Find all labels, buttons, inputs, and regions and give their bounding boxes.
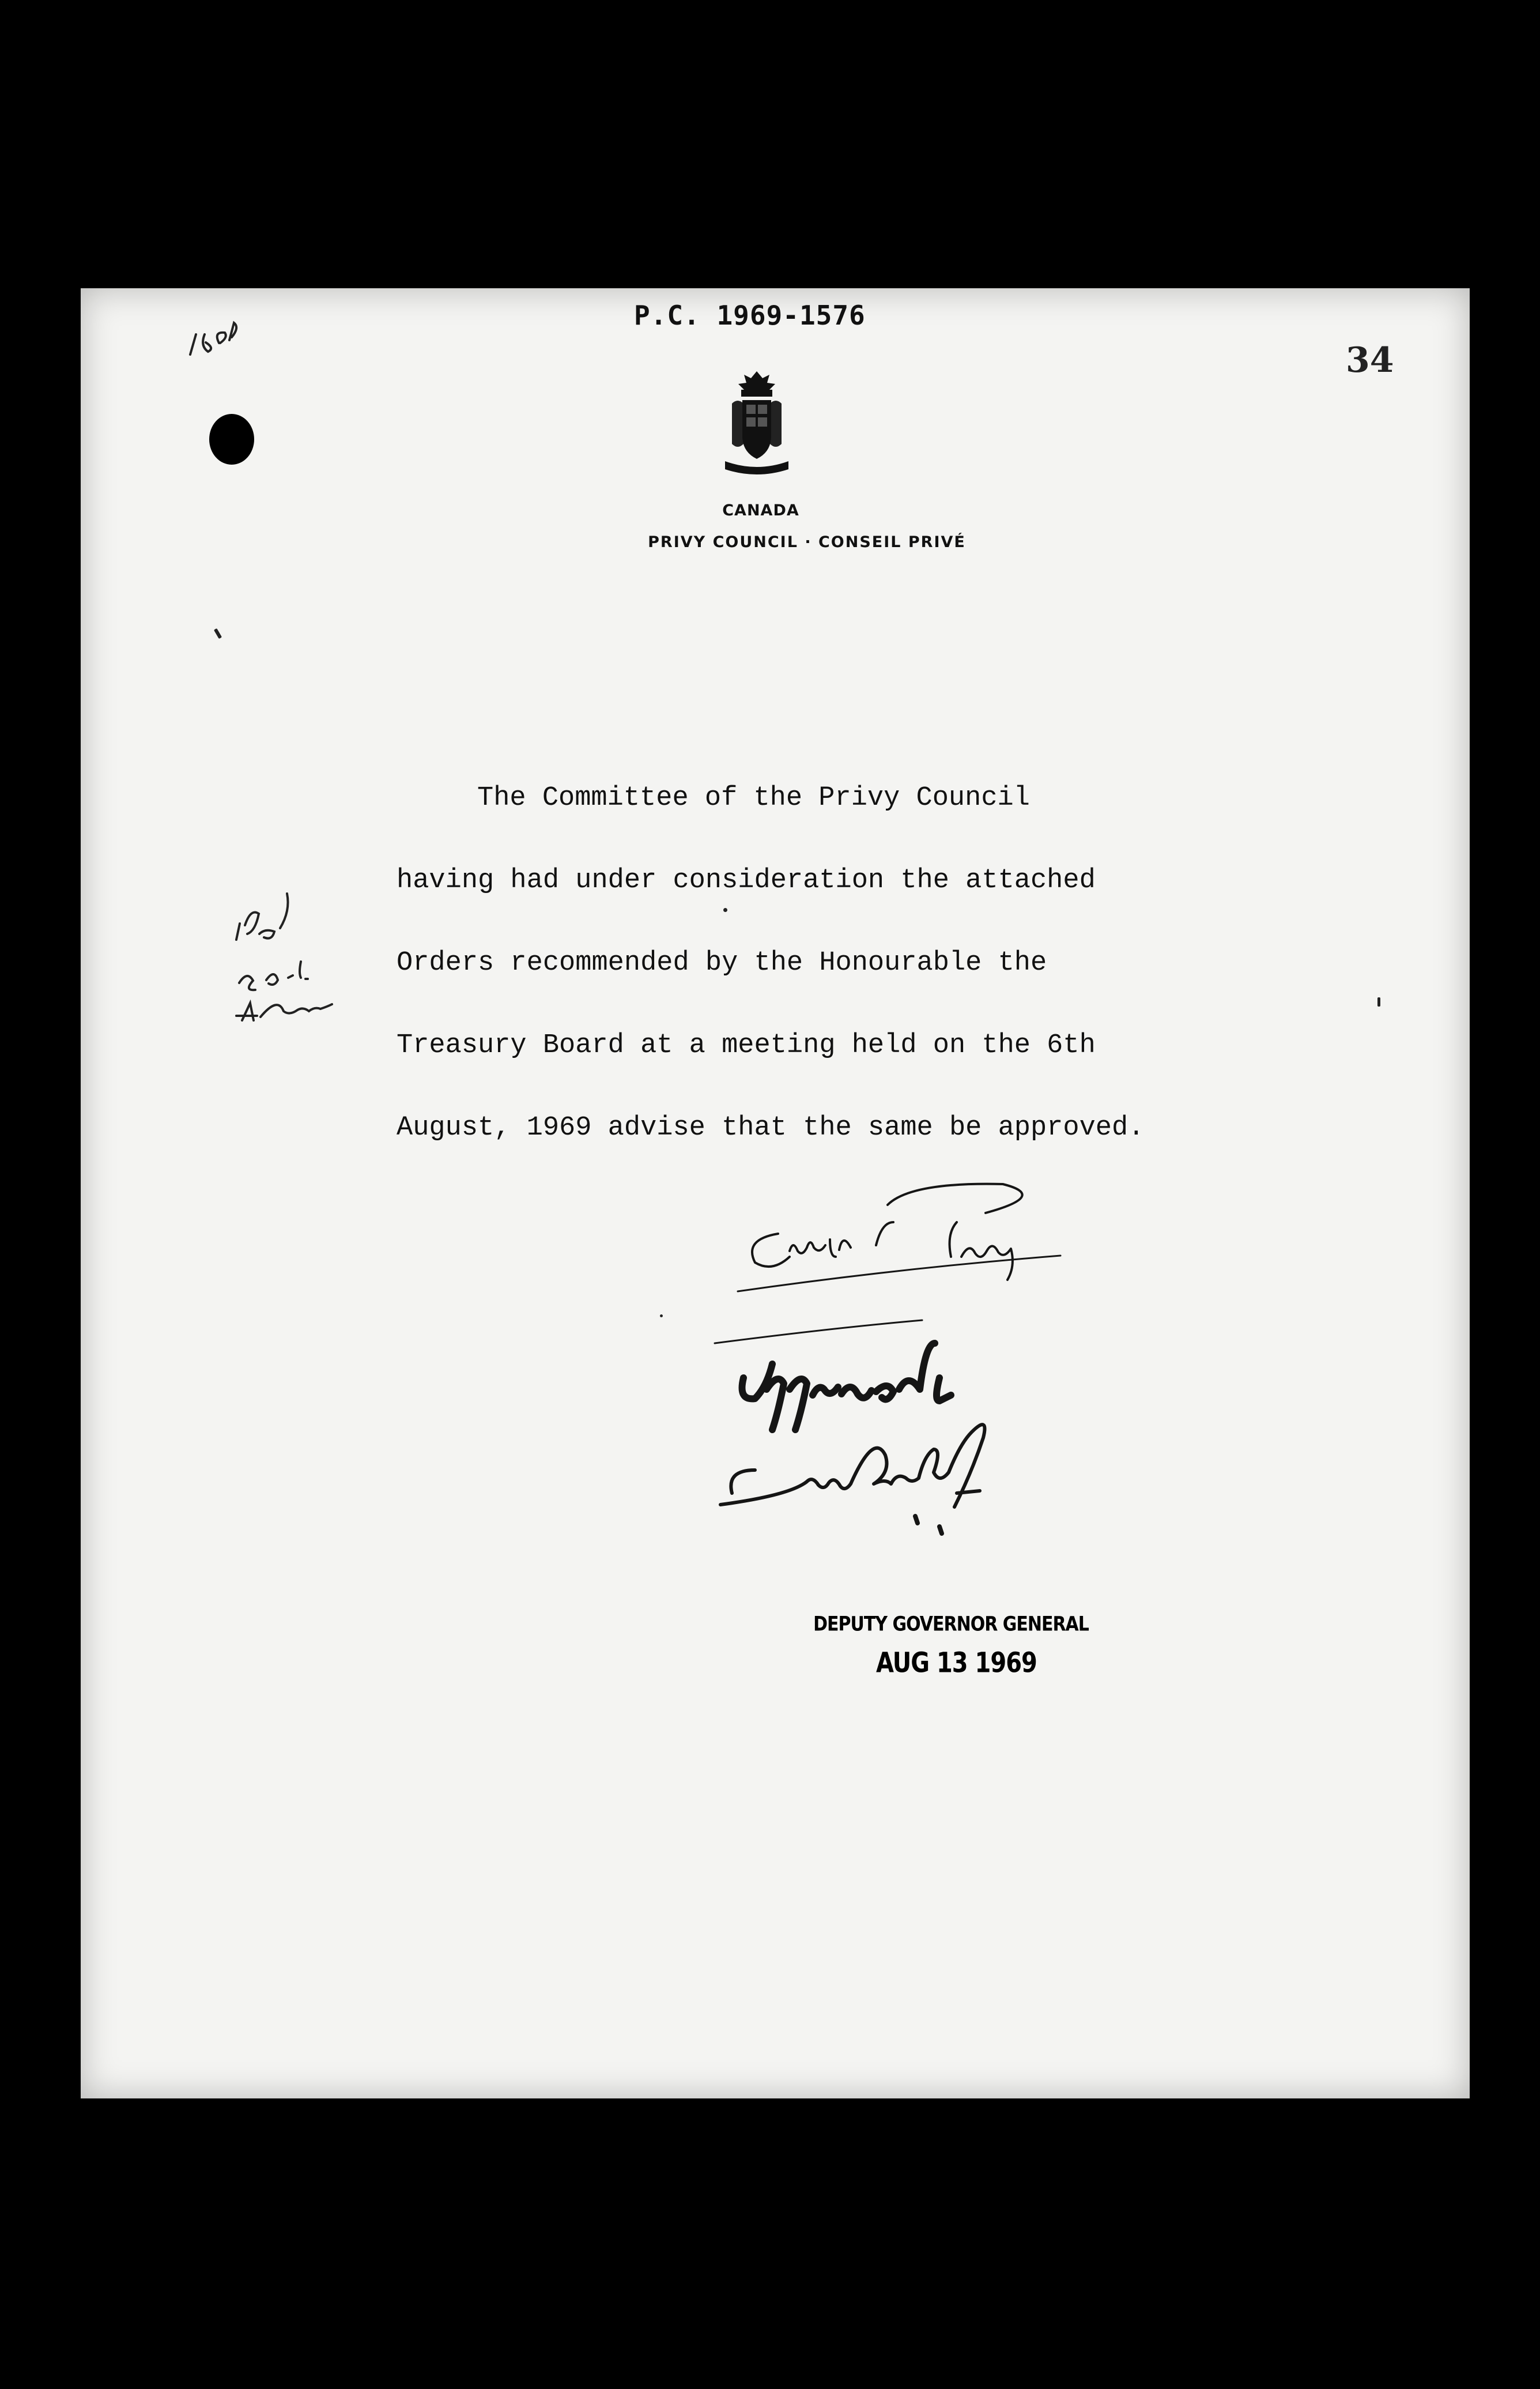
page-number: 34: [1346, 340, 1394, 380]
body-line: August, 1969 advise that the same be approved.: [397, 1113, 1145, 1143]
order-reference: P.C. 1969-1576: [634, 300, 866, 331]
speck: [723, 908, 727, 912]
order-body: [397, 781, 1319, 1193]
body-line: having had under consideration the attached: [397, 865, 1096, 896]
handwritten-margin-notes: [133, 288, 398, 1095]
document-page: [81, 288, 1470, 2098]
signatures: [703, 1170, 1268, 1608]
body-line: Orders recommended by the Honourable the: [397, 948, 1047, 978]
stamp-title: DEPUTY GOVERNOR GENERAL: [813, 1612, 1089, 1636]
body-line: Treasury Board at a meeting held on the 6th: [397, 1030, 1096, 1061]
speck: [1377, 997, 1380, 1007]
speck: [660, 1314, 663, 1317]
country-label: CANADA: [722, 502, 799, 519]
coat-of-arms-icon: [719, 369, 794, 478]
body-line: The Committee of the Privy Council: [477, 783, 1030, 813]
council-label: PRIVY COUNCIL · CONSEIL PRIVÉ: [648, 533, 966, 551]
stamp-date: AUG 13 1969: [876, 1647, 1037, 1679]
